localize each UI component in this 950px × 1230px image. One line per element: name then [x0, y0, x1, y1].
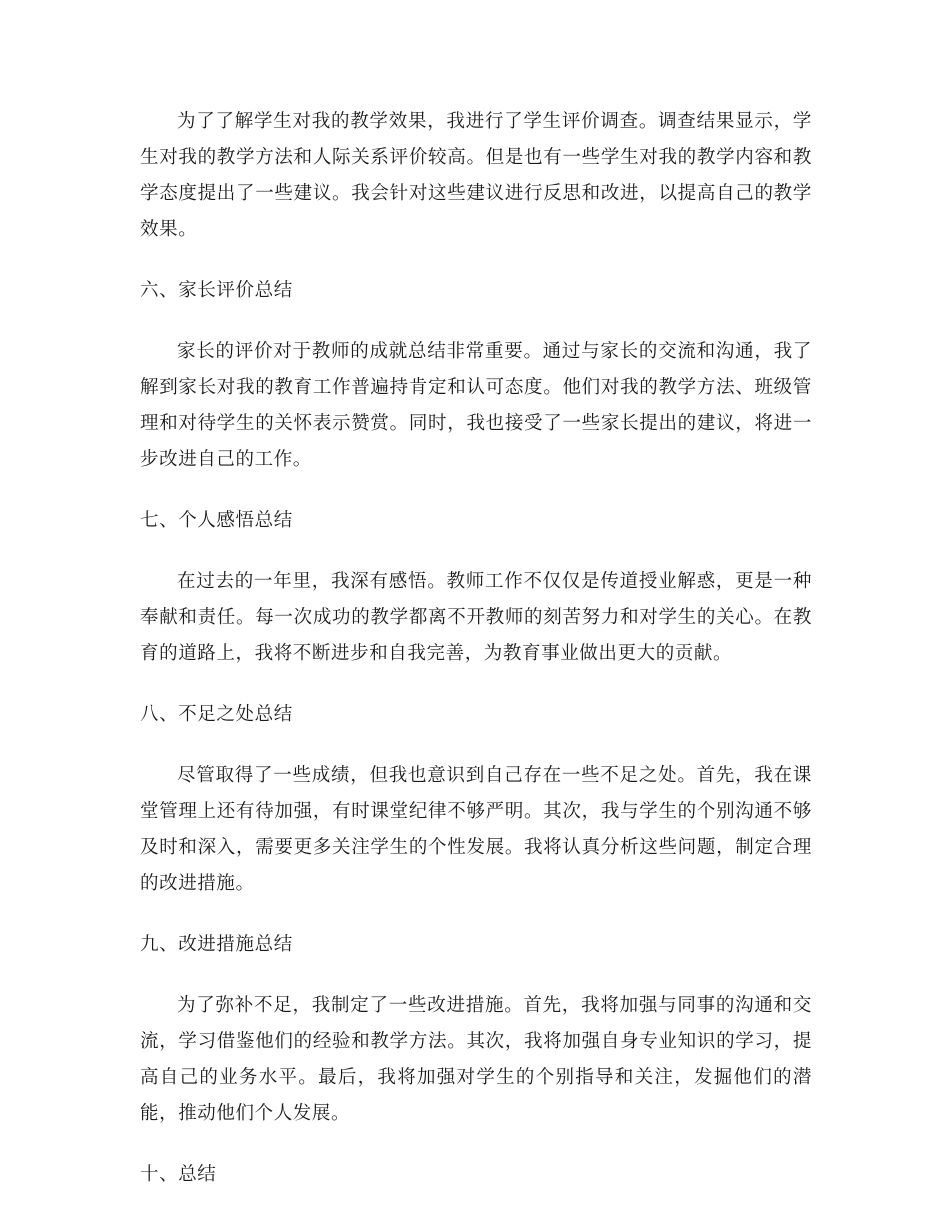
paragraph-student-evaluation: 为了了解学生对我的教学效果，我进行了学生评价调查。调查结果显示，学生对我的教学方法和人际关系评价较高。但是也有一些学生对我的教学内容和教学态度提出了一些建议。我会针对这些建议进行反思和改进，以提高自己的教学效果。: [140, 111, 812, 240]
paragraph-shortcomings: 尽管取得了一些成绩，但我也意识到自己存在一些不足之处。首先，我在课堂管理上还有待加强，有时课堂纪律不够严明。其次，我与学生的个别沟通不够及时和深入，需要更多关注学生的个性发展。我将认真分析这些问题，制定合理的改进措施。: [140, 765, 812, 894]
section-heading-conclusion: 十、总结: [140, 1164, 217, 1185]
paragraph-parent-evaluation: 家长的评价对于教师的成就总结非常重要。通过与家长的交流和沟通，我了解到家长对我的教育工作普遍持肯定和认可态度。他们对我的教学方法、班级管理和对待学生的关怀表示赞赏。同时，我也接受了一些家长提出的建议，将进一步改进自己的工作。: [140, 341, 812, 470]
section-heading-shortcomings: 八、不足之处总结: [140, 704, 293, 725]
paragraph-personal-reflection: 在过去的一年里，我深有感悟。教师工作不仅仅是传道授业解惑，更是一种奉献和责任。每一次成功的教学都离不开教师的刻苦努力和对学生的关心。在教育的道路上，我将不断进步和自我完善，为教育事业做出更大的贡献。: [140, 571, 812, 664]
section-heading-personal-reflection: 七、个人感悟总结: [140, 510, 293, 531]
document-body: [140, 104, 812, 1218]
section-heading-improvements: 九、改进措施总结: [140, 934, 293, 955]
paragraph-improvements: 为了弥补不足，我制定了一些改进措施。首先，我将加强与同事的沟通和交流，学习借鉴他们的经验和教学方法。其次，我将加强自身专业知识的学习，提高自己的业务水平。最后，我将加强对学生的个别指导和关注，发掘他们的潜能，推动他们个人发展。: [140, 995, 812, 1124]
section-heading-parent-evaluation: 六、家长评价总结: [140, 280, 293, 301]
